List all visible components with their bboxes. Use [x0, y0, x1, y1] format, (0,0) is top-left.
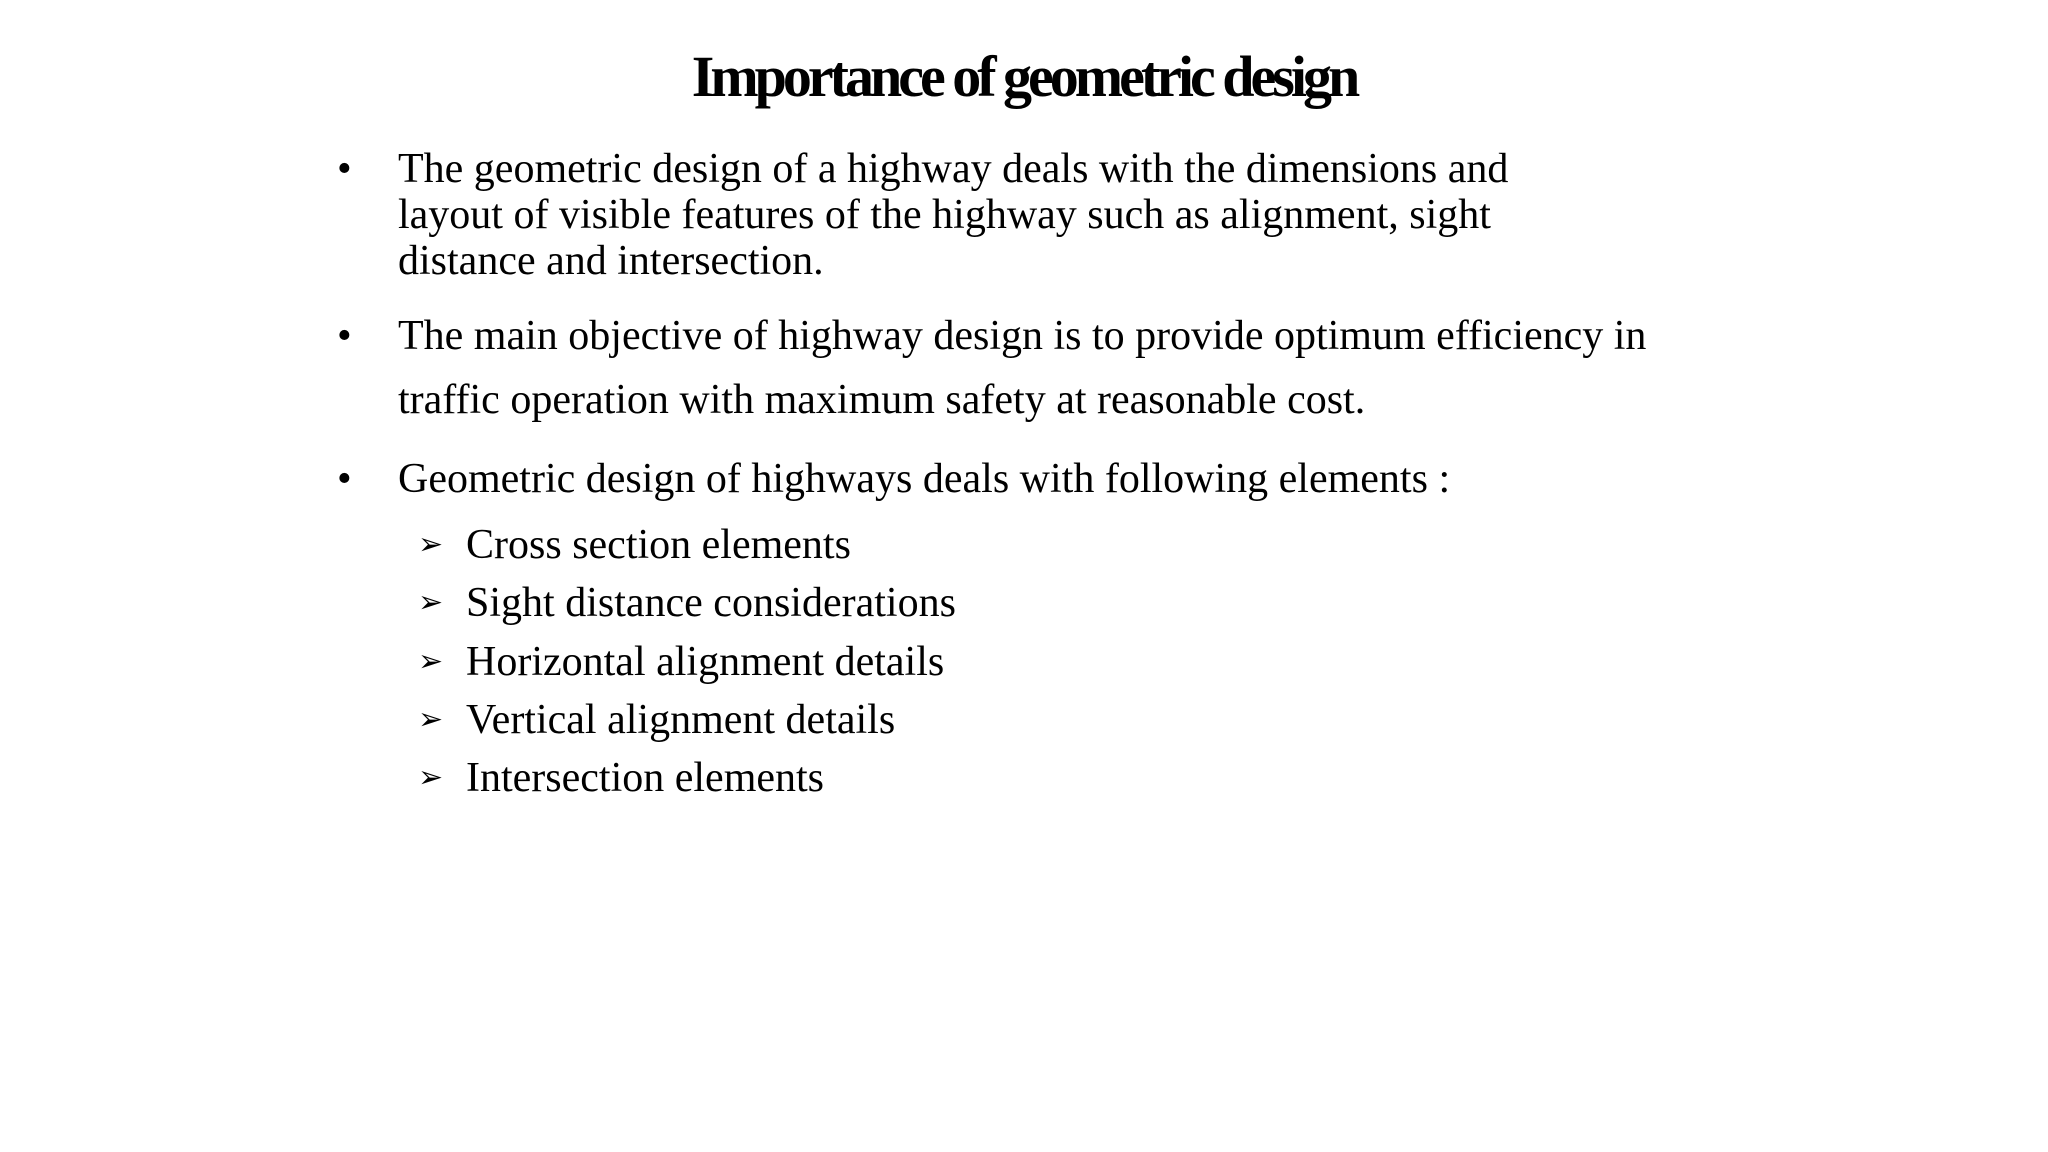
arrow-bullet-icon: ➢ — [418, 585, 444, 620]
arrow-bullet-icon: ➢ — [418, 644, 444, 679]
bullet-text — [398, 456, 1450, 502]
bullet-line: The geometric design of a highway deals with the dimensions and — [398, 146, 1509, 192]
sub-item-label: Sight distance considerations — [466, 580, 956, 626]
arrow-bullet-icon: ➢ — [418, 527, 444, 562]
bullet-icon: • — [337, 146, 352, 192]
slide-title: Importance of geometric design — [691, 44, 1357, 109]
bullet-icon: • — [337, 456, 352, 502]
bullet-line: distance and intersection. — [398, 238, 824, 284]
bullet-line: Geometric design of highways deals with following elements : — [398, 456, 1451, 502]
bullet-icon: • — [337, 313, 352, 359]
sub-item-label: Vertical alignment details — [466, 697, 896, 743]
sub-item-label: Horizontal alignment details — [466, 639, 945, 685]
bullet-line: layout of visible features of the highway such as alignment, sight — [398, 192, 1491, 238]
bullet-text — [398, 304, 1646, 432]
bullet-text — [398, 146, 1508, 284]
sub-item-label: Cross section elements — [466, 522, 851, 568]
bullet-line: The main objective of highway design is to provide optimum efficiency in — [398, 313, 1647, 359]
bullet-line: traffic operation with maximum safety at reasonable cost. — [398, 377, 1366, 423]
arrow-bullet-icon: ➢ — [418, 760, 444, 795]
sub-item-label: Intersection elements — [466, 755, 825, 801]
arrow-bullet-icon: ➢ — [418, 702, 444, 737]
